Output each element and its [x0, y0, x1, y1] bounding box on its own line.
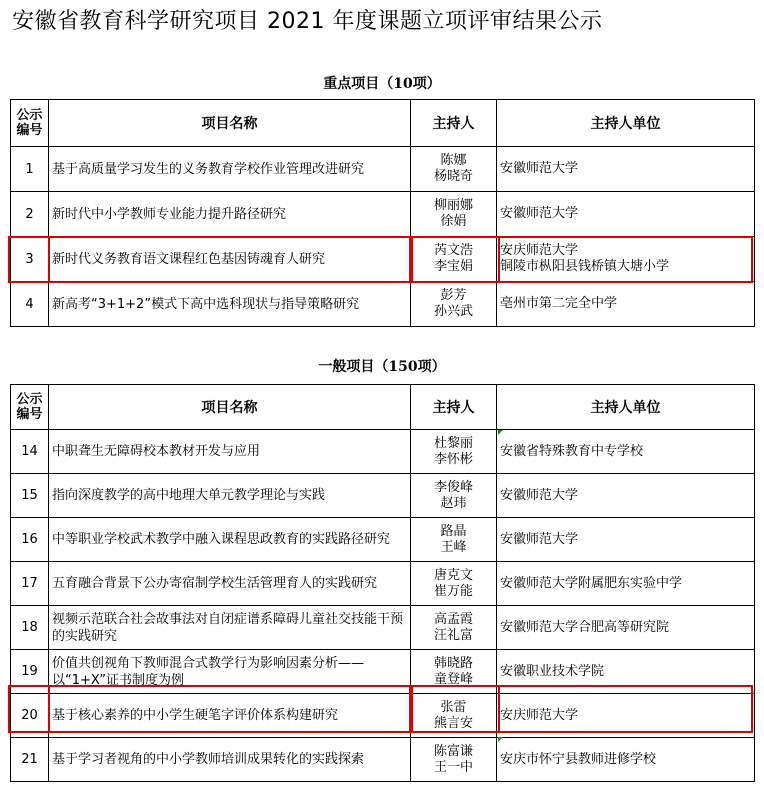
row-num: 20 [11, 694, 49, 738]
table-row [11, 237, 755, 282]
row-host: 唐克文 崔万能 [411, 562, 497, 606]
row-num: 15 [11, 474, 49, 518]
row-num: 21 [11, 738, 49, 782]
row-host: 路晶 王峰 [411, 518, 497, 562]
row-unit: 安庆师范大学 铜陵市枞阳县钱桥镇大塘小学 [497, 237, 755, 282]
row-num: 3 [11, 237, 49, 282]
table-row [11, 694, 755, 738]
row-name: 基于学习者视角的中小学教师培训成果转化的实践探索 [49, 738, 411, 782]
page-title: 安徽省教育科学研究项目 2021 年度课题立项评审结果公示 [12, 9, 603, 34]
row-host: 张雷 熊言安 [411, 694, 497, 738]
table-row [11, 738, 755, 782]
row-host: 芮文浩 李宝娟 [411, 237, 497, 282]
row-unit: 安徽师范大学 [497, 474, 755, 518]
header-unit: 主持人单位 [497, 385, 755, 430]
header-name: 项目名称 [49, 100, 411, 147]
row-num: 17 [11, 562, 49, 606]
row-host: 柳丽娜 徐娟 [411, 192, 497, 237]
row-host: 陈富谦 王一中 [411, 738, 497, 782]
row-name: 新高考“3+1+2”模式下高中选科现状与指导策略研究 [49, 282, 411, 327]
row-num: 16 [11, 518, 49, 562]
row-unit: 安徽师范大学附属肥东实验中学 [497, 562, 755, 606]
row-unit: 安徽师范大学 [497, 147, 755, 192]
row-unit: 安庆师范大学 [497, 694, 755, 738]
header-num: 公示 编号 [11, 100, 49, 147]
section-title-key: 重点项目（10项） [323, 76, 441, 92]
row-unit: 亳州市第二完全中学 [497, 282, 755, 327]
table-row [11, 282, 755, 327]
row-host: 高孟霞 汪礼富 [411, 606, 497, 650]
table-row [11, 192, 755, 237]
table-row [11, 518, 755, 562]
row-unit: 安徽师范大学合肥高等研究院 [497, 606, 755, 650]
row-name: 中等职业学校武术教学中融入课程思政教育的实践路径研究 [49, 518, 411, 562]
row-name: 基于高质量学习发生的义务教育学校作业管理改进研究 [49, 147, 411, 192]
general-projects-table [10, 384, 755, 782]
row-num: 2 [11, 192, 49, 237]
header-host: 主持人 [411, 100, 497, 147]
row-name: 基于核心素养的中小学生硬笔字评价体系构建研究 [49, 694, 411, 738]
table-row [11, 147, 755, 192]
row-unit: 安徽省特殊教育中专学校 [497, 430, 755, 474]
header-name: 项目名称 [49, 385, 411, 430]
row-num: 4 [11, 282, 49, 327]
table-row [11, 562, 755, 606]
row-host: 陈娜 杨晓奇 [411, 147, 497, 192]
row-num: 18 [11, 606, 49, 650]
row-name: 视频示范联合社会故事法对自闭症谱系障碍儿童社交技能干预的实践研究 [49, 606, 411, 650]
table-header-row [11, 100, 755, 147]
row-num: 1 [11, 147, 49, 192]
row-num: 19 [11, 650, 49, 694]
cell-marker-icon [498, 430, 503, 435]
table-row [11, 650, 755, 694]
row-name: 新时代义务教育语文课程红色基因铸魂育人研究 [49, 237, 411, 282]
row-host: 彭芳 孙兴武 [411, 282, 497, 327]
row-unit: 安徽师范大学 [497, 518, 755, 562]
row-name: 价值共创视角下教师混合式教学行为影响因素分析——以“1+X”证书制度为例 [49, 650, 411, 694]
row-host: 杜黎丽 李怀彬 [411, 430, 497, 474]
row-name: 中职聋生无障碍校本教材开发与应用 [49, 430, 411, 474]
section-title-general: 一般项目（150项） [318, 359, 446, 375]
key-projects-table [10, 99, 755, 327]
row-name: 指向深度教学的高中地理大单元教学理论与实践 [49, 474, 411, 518]
table-row [11, 474, 755, 518]
row-host: 韩晓路 童登峰 [411, 650, 497, 694]
row-name: 五育融合背景下公办寄宿制学校生活管理育人的实践研究 [49, 562, 411, 606]
table-header-row [11, 385, 755, 430]
header-unit: 主持人单位 [497, 100, 755, 147]
row-name: 新时代中小学教师专业能力提升路径研究 [49, 192, 411, 237]
row-num: 14 [11, 430, 49, 474]
row-unit: 安庆市怀宁县教师进修学校 [497, 738, 755, 782]
row-unit: 安徽师范大学 [497, 192, 755, 237]
table-row [11, 430, 755, 474]
table-row [11, 606, 755, 650]
cell-marker-icon [498, 737, 503, 742]
header-host: 主持人 [411, 385, 497, 430]
header-num: 公示 编号 [11, 385, 49, 430]
row-unit: 安徽职业技术学院 [497, 650, 755, 694]
row-host: 李俊峰 赵玮 [411, 474, 497, 518]
